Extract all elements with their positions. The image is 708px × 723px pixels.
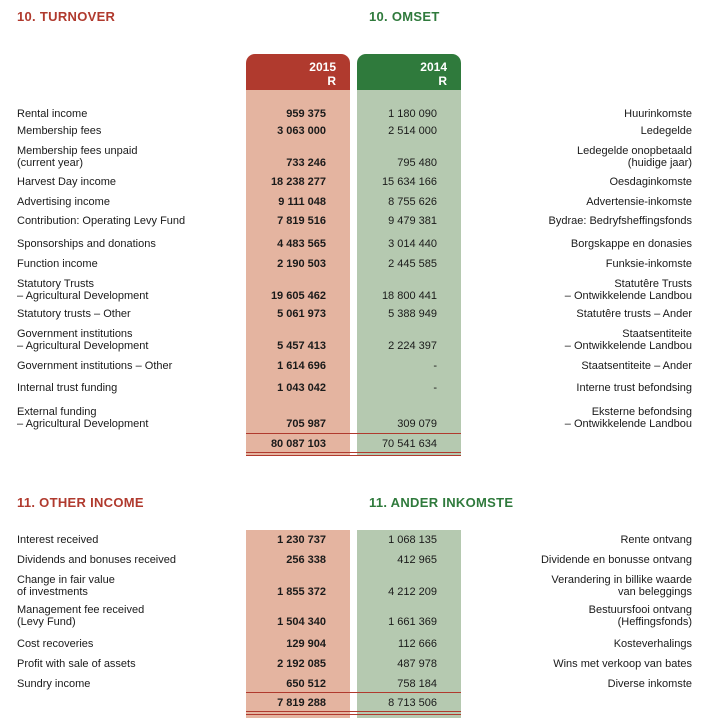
row-label-en: Statutory Trusts – Agricultural Development <box>17 278 149 302</box>
value-2015: 2 192 085 <box>277 658 326 670</box>
row-label-af: Advertensie-inkomste <box>586 196 692 208</box>
other-income-row <box>0 658 708 670</box>
other-income-total-2014: 8 713 506 <box>388 697 437 709</box>
value-2015: 1 504 340 <box>277 616 326 628</box>
value-2015: 650 512 <box>286 678 326 690</box>
turnover-row <box>0 238 708 250</box>
value-2015: 129 904 <box>286 638 326 650</box>
row-label-en: Sundry income <box>17 678 91 690</box>
turnover-row <box>0 145 708 169</box>
value-2015: 733 246 <box>286 157 326 169</box>
row-label-af: Oesdaginkomste <box>609 176 692 188</box>
value-2014: 758 184 <box>397 678 437 690</box>
value-2014: 8 755 626 <box>388 196 437 208</box>
row-label-en: Sponsorships and donations <box>17 238 156 250</box>
row-label-en: Harvest Day income <box>17 176 117 188</box>
turnover-row <box>0 258 708 270</box>
row-label-af: Bydrae: Bedryfsheffingsfonds <box>548 215 692 227</box>
value-2014: 18 800 441 <box>381 290 437 302</box>
value-2015: 7 819 516 <box>277 215 326 227</box>
value-2014: 5 388 949 <box>388 308 437 320</box>
row-label-en: Statutory trusts – Other <box>17 308 131 320</box>
row-label-af: Rente ontvang <box>620 534 692 546</box>
value-2015: 3 063 000 <box>277 125 326 137</box>
row-label-en: Profit with sale of assets <box>17 658 136 670</box>
value-2015: 959 375 <box>286 108 326 120</box>
section-10-title-af: 10. OMSET <box>369 9 440 24</box>
row-label-af: Statutêre Trusts – Ontwikkelende Landbou <box>564 278 692 302</box>
turnover-row <box>0 406 708 430</box>
turnover-row <box>0 196 708 208</box>
total-rule-top-2 <box>246 692 461 693</box>
value-2014: 112 666 <box>398 638 437 650</box>
value-2015: 5 061 973 <box>277 308 326 320</box>
row-label-af: Statutêre trusts – Ander <box>576 308 692 320</box>
value-2015: 1 230 737 <box>277 534 326 546</box>
row-label-en: Government institutions – Agricultural Development <box>17 328 149 352</box>
row-label-en: Change in fair value of investments <box>17 574 115 598</box>
row-label-af: Diverse inkomste <box>607 678 692 690</box>
turnover-row <box>0 176 708 188</box>
turnover-total-2015: 80 087 103 <box>270 438 326 450</box>
turnover-row <box>0 215 708 227</box>
turnover-row <box>0 108 708 120</box>
row-label-en: Membership fees unpaid (current year) <box>17 145 138 169</box>
value-2014: 309 079 <box>397 418 437 430</box>
row-label-af: Ledegelde onopbetaald (huidige jaar) <box>576 145 692 169</box>
turnover-row <box>0 382 708 394</box>
column-header-2015: 2015 R <box>246 54 350 90</box>
value-2015: 4 483 565 <box>277 238 326 250</box>
value-2014: 487 978 <box>397 658 437 670</box>
row-label-en: Government institutions – Other <box>17 360 173 372</box>
row-label-af: Borgskappe en donasies <box>570 238 692 250</box>
value-2014: - <box>433 360 437 372</box>
row-label-en: Dividends and bonuses received <box>17 554 176 566</box>
row-label-af: Funksie-inkomste <box>605 258 692 270</box>
value-2014: 2 514 000 <box>388 125 437 137</box>
value-2014: 2 445 585 <box>388 258 437 270</box>
row-label-af: Staatsentiteite – Ontwikkelende Landbou <box>564 328 692 352</box>
row-label-af: Huurinkomste <box>624 108 692 120</box>
value-2014: 412 965 <box>397 554 437 566</box>
total-rule-bottom <box>246 452 461 453</box>
turnover-total-2014: 70 541 634 <box>381 438 437 450</box>
value-2015: 2 190 503 <box>277 258 326 270</box>
value-2014: - <box>433 382 437 394</box>
turnover-row <box>0 308 708 320</box>
total-rule-double-2 <box>246 714 461 715</box>
value-2015: 5 457 413 <box>277 340 326 352</box>
row-label-af: Interne trust befondsing <box>576 382 692 394</box>
value-2014: 2 224 397 <box>388 340 437 352</box>
other-income-row <box>0 678 708 690</box>
value-2014: 9 479 381 <box>388 215 437 227</box>
other-income-row <box>0 534 708 546</box>
value-2015: 1 043 042 <box>277 382 326 394</box>
value-2014: 3 014 440 <box>388 238 437 250</box>
section-10-title-en: 10. TURNOVER <box>17 9 116 24</box>
row-label-af: Staatsentiteite – Ander <box>581 360 692 372</box>
row-label-en: Interest received <box>17 534 99 546</box>
value-2014: 1 180 090 <box>388 108 437 120</box>
row-label-en: Membership fees <box>17 125 102 137</box>
value-2014: 795 480 <box>397 157 437 169</box>
turnover-row <box>0 125 708 137</box>
value-2014: 1 068 135 <box>388 534 437 546</box>
turnover-row <box>0 328 708 352</box>
value-2014: 1 661 369 <box>388 616 437 628</box>
row-label-af: Wins met verkoop van bates <box>553 658 692 670</box>
other-income-row <box>0 574 708 598</box>
row-label-af: Eksterne befondsing – Ontwikkelende Landbou <box>564 406 692 430</box>
other-income-row <box>0 554 708 566</box>
row-label-en: Rental income <box>17 108 88 120</box>
value-2015: 19 605 462 <box>270 290 326 302</box>
row-label-af: Bestuursfooi ontvang (Heffingsfonds) <box>588 604 692 628</box>
row-label-en: Contribution: Operating Levy Fund <box>17 215 186 227</box>
total-rule-top <box>246 433 461 434</box>
section-11-title-en: 11. OTHER INCOME <box>17 495 144 510</box>
row-label-af: Kosteverhalings <box>613 638 692 650</box>
column-header-2014: 2014 R <box>357 54 461 90</box>
row-label-en: Function income <box>17 258 98 270</box>
turnover-row <box>0 360 708 372</box>
value-2014: 15 634 166 <box>381 176 437 188</box>
value-2015: 705 987 <box>286 418 326 430</box>
other-income-row <box>0 604 708 628</box>
value-2014: 4 212 209 <box>388 586 437 598</box>
row-label-en: Management fee received (Levy Fund) <box>17 604 145 628</box>
row-label-en: Cost recoveries <box>17 638 94 650</box>
value-2015: 1 855 372 <box>277 586 326 598</box>
row-label-en: External funding – Agricultural Development <box>17 406 149 430</box>
row-label-af: Verandering in billike waarde van beleggings <box>551 574 692 598</box>
total-rule-double <box>246 455 461 456</box>
row-label-en: Internal trust funding <box>17 382 118 394</box>
total-rule-bottom-2 <box>246 711 461 712</box>
other-income-row <box>0 638 708 650</box>
other-income-total-2015: 7 819 288 <box>277 697 326 709</box>
section-11-title-af: 11. ANDER INKOMSTE <box>369 495 514 510</box>
row-label-af: Ledegelde <box>640 125 692 137</box>
value-2015: 1 614 696 <box>277 360 326 372</box>
turnover-row <box>0 278 708 302</box>
row-label-af: Dividende en bonusse ontvang <box>540 554 692 566</box>
value-2015: 18 238 277 <box>270 176 326 188</box>
value-2015: 256 338 <box>286 554 326 566</box>
value-2015: 9 111 048 <box>278 196 326 208</box>
row-label-en: Advertising income <box>17 196 110 208</box>
